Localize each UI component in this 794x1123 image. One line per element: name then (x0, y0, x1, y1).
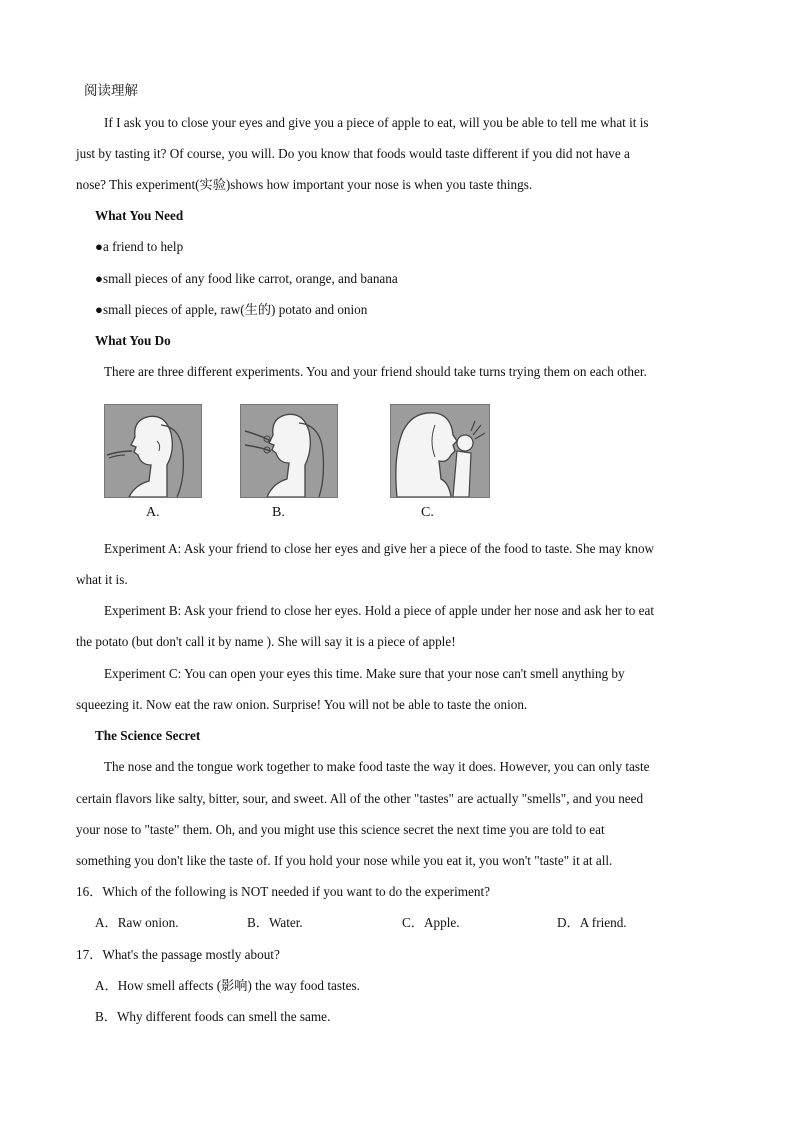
secret-line-4: something you don't like the taste of. If you hold your nose while you eat it, you won't "taste" it at all. (76, 853, 613, 868)
do-intro: There are three different experiments. You and your friend should take turns trying them on each other. (104, 364, 647, 379)
question-17-stem: 17．What's the passage mostly about? (76, 947, 280, 962)
need-item-2: ●small pieces of any food like carrot, orange, and banana (95, 271, 398, 286)
question-17-option-a: A．How smell affects (影响) the way food tastes. (95, 978, 360, 993)
intro-line-3: nose? This experiment(实验)shows how important your nose is when you taste things. (76, 177, 533, 192)
figure-label-b: B. (272, 505, 285, 520)
secret-line-3: your nose to "taste" them. Oh, and you might use this science secret the next time you are told to eat (76, 822, 605, 837)
intro-line-1: If I ask you to close your eyes and give you a piece of apple to eat, will you be able to tell me what it is (104, 115, 649, 130)
question-16-option-a: A．Raw onion. (95, 915, 179, 930)
question-16-option-c: C．Apple. (402, 915, 460, 930)
need-heading: What You Need (95, 208, 184, 223)
question-16-option-d: D．A friend. (557, 915, 627, 930)
experiment-b-illustration (240, 404, 338, 498)
secret-heading: The Science Secret (95, 728, 201, 743)
experiment-a-illustration (104, 404, 202, 498)
secret-line-1: The nose and the tongue work together to make food taste the way it does. However, you can only taste (104, 759, 650, 774)
intro-line-2: just by tasting it? Of course, you will. Do you know that foods would taste different if you did not have a (76, 146, 630, 161)
experiment-a-line-1: Experiment A: Ask your friend to close her eyes and give her a piece of the food to taste. She may know (104, 541, 655, 556)
section-title: 阅读理解 (84, 83, 138, 99)
secret-line-2: certain flavors like salty, bitter, sour, and sweet. All of the other "tastes" are actually "smells", and you need (76, 791, 644, 806)
figure-label-c: C. (421, 505, 434, 520)
question-16-option-b: B．Water. (247, 915, 303, 930)
experiment-c-line-1: Experiment C: You can open your eyes this time. Make sure that your nose can't smell anything by (104, 666, 625, 681)
experiment-b-line-2: the potato (but don't call it by name ). She will say it is a piece of apple! (76, 634, 456, 649)
experiment-c-line-2: squeezing it. Now eat the raw onion. Surprise! You will not be able to taste the onion. (76, 697, 528, 712)
do-heading: What You Do (95, 333, 171, 348)
question-16-stem: 16．Which of the following is NOT needed if you want to do the experiment? (76, 884, 490, 899)
experiment-b-line-1: Experiment B: Ask your friend to close her eyes. Hold a piece of apple under her nose and ask her to eat (104, 603, 655, 618)
need-item-3: ●small pieces of apple, raw(生的) potato and onion (95, 302, 368, 317)
experiment-a-line-2: what it is. (76, 572, 128, 587)
question-17-option-b: B．Why different foods can smell the same. (95, 1009, 331, 1024)
experiment-c-illustration (390, 404, 490, 498)
figure-label-a: A. (146, 505, 160, 520)
need-item-1: ●a friend to help (95, 239, 184, 254)
